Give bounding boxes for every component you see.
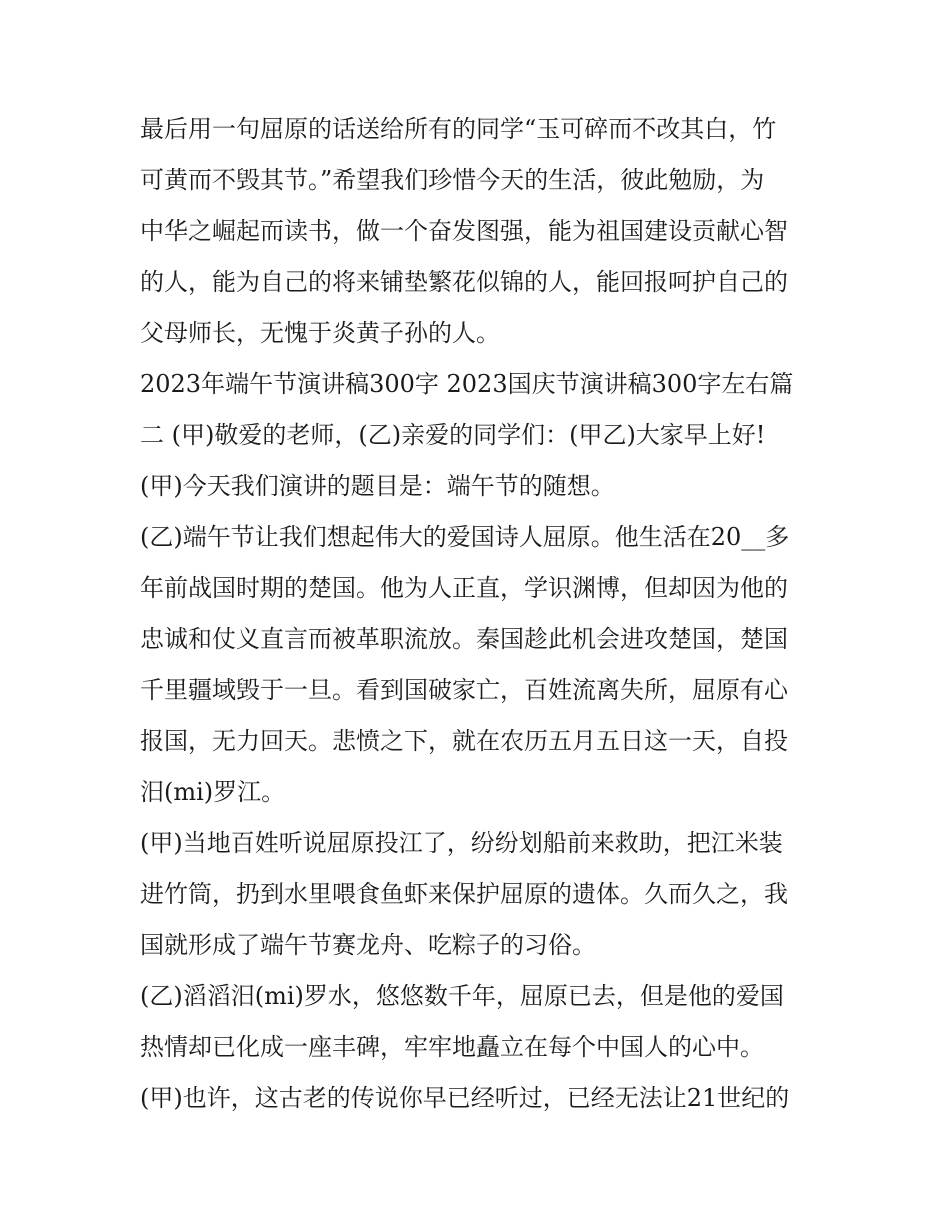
text-line: 进竹筒，扔到水里喂食鱼虾来保护屈原的遗体。久而久之，我 [140,880,788,908]
heading-line: 2023年端午节演讲稿300字 2023国庆节演讲稿300字左右篇 [140,370,794,398]
text-line: 中华之崛起而读书，做一个奋发图强，能为祖国建设贡献心智 [140,217,788,245]
text-line: 汨(mi)罗江。 [140,778,286,806]
text-line: (甲)当地百姓听说屈原投江了，纷纷划船前来救助，把江米装 [140,829,783,857]
text-line: 年前战国时期的楚国。他为人正直，学识渊博，但却因为他的 [140,574,788,602]
text-line: 最后用一句屈原的话送给所有的同学“玉可碎而不改其白，竹 [140,115,777,143]
document-body [140,104,820,1124]
text-line: 父母师长，无愧于炎黄子孙的人。 [140,319,500,347]
text-line: 忠诚和仗义直言而被革职流放。秦国趁此机会进攻楚国，楚国 [140,625,788,653]
text-line: 国就形成了端午节赛龙舟、吃粽子的习俗。 [140,931,596,959]
text-line: 热情却已化成一座丰碑，牢牢地矗立在每个中国人的心中。 [140,1033,764,1061]
text-line: (乙)滔滔汨(mi)罗水，悠悠数千年，屈原已去，但是他的爱国 [140,982,784,1010]
text-line: (甲)也许，这古老的传说你早已经听过，已经无法让21世纪的 [140,1084,790,1112]
text-line: 的人，能为自己的将来铺垫繁花似锦的人，能回报呵护自己的 [140,268,788,296]
text-line: 二 (甲)敬爱的老师，(乙)亲爱的同学们：(甲乙)大家早上好! [140,421,766,449]
text-line: 可黄而不毁其节。”希望我们珍惜今天的生活，彼此勉励，为 [140,166,765,194]
text-line: 千里疆域毁于一旦。看到国破家亡，百姓流离失所，屈原有心 [140,676,788,704]
text-line: (乙)端午节让我们想起伟大的爱国诗人屈原。他生活在20__多 [140,523,790,551]
text-line: (甲)今天我们演讲的题目是：端午节的随想。 [140,472,615,500]
text-line: 报国，无力回天。悲愤之下，就在农历五月五日这一天，自投 [140,727,788,755]
